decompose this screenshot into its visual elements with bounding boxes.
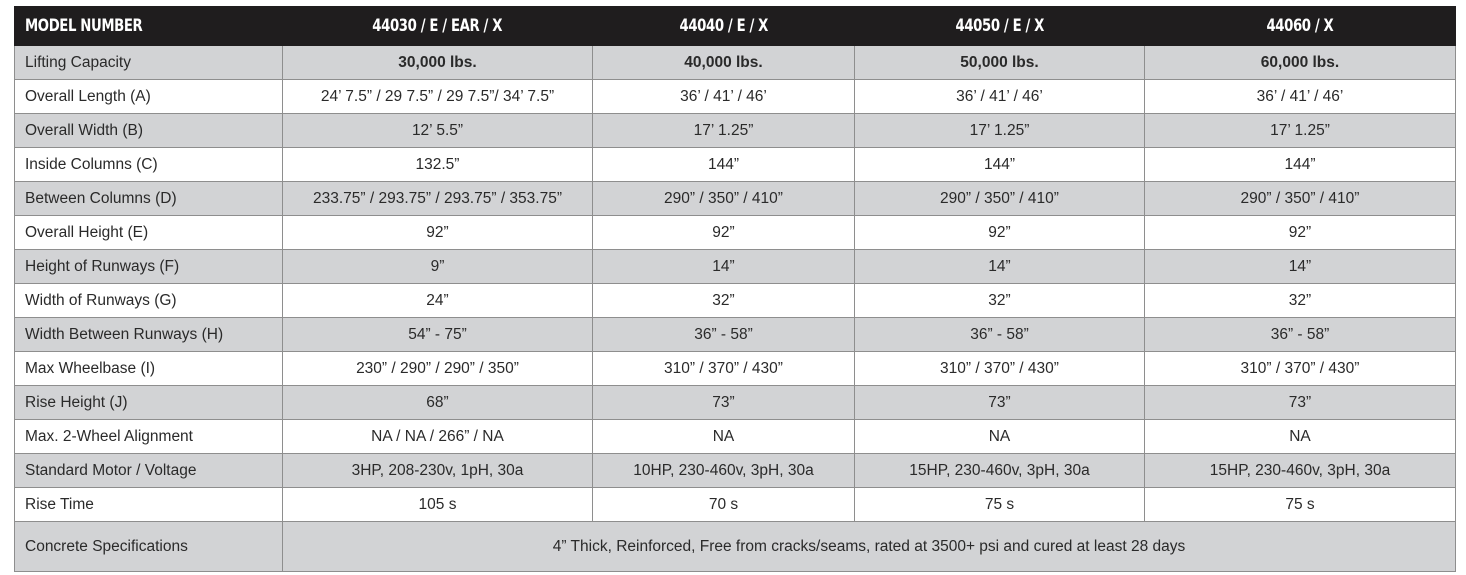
table-row [15, 420, 1456, 454]
row-label: Max. 2-Wheel Alignment [15, 420, 283, 454]
header-model [855, 7, 1145, 46]
cell: 50,000 lbs. [855, 46, 1145, 80]
table-row [15, 114, 1456, 148]
cell: 32” [593, 284, 855, 318]
cell: 73” [593, 386, 855, 420]
cell: 14” [593, 250, 855, 284]
cell: 12’ 5.5” [283, 114, 593, 148]
header-label: MODEL NUMBER [25, 16, 143, 36]
cell: 15HP, 230-460v, 3pH, 30a [1145, 454, 1456, 488]
cell: 290” / 350” / 410” [1145, 182, 1456, 216]
row-label: Overall Width (B) [15, 114, 283, 148]
cell: 10HP, 230-460v, 3pH, 30a [593, 454, 855, 488]
cell: 75 s [855, 488, 1145, 522]
cell: 36’ / 41’ / 46’ [593, 80, 855, 114]
cell: 144” [855, 148, 1145, 182]
table-row [15, 454, 1456, 488]
cell: 14” [1145, 250, 1456, 284]
model-44040: 44040 / E / X [679, 16, 768, 36]
cell: 30,000 lbs. [283, 46, 593, 80]
concrete-spec-cell: 4” Thick, Reinforced, Free from cracks/seams, rated at 3500+ psi and cured at least 28 days [283, 522, 1456, 572]
cell: NA / NA / 266” / NA [283, 420, 593, 454]
cell: 68” [283, 386, 593, 420]
cell: 36’ / 41’ / 46’ [1145, 80, 1456, 114]
table-row [15, 318, 1456, 352]
cell: 132.5” [283, 148, 593, 182]
table-row [15, 352, 1456, 386]
table-row [15, 46, 1456, 80]
cell: 92” [1145, 216, 1456, 250]
header-model [593, 7, 855, 46]
cell: 92” [855, 216, 1145, 250]
cell: 310” / 370” / 430” [1145, 352, 1456, 386]
cell: 290” / 350” / 410” [593, 182, 855, 216]
cell: 60,000 lbs. [1145, 46, 1456, 80]
table-row [15, 182, 1456, 216]
cell: NA [1145, 420, 1456, 454]
cell: 233.75” / 293.75” / 293.75” / 353.75” [283, 182, 593, 216]
table-row [15, 488, 1456, 522]
concrete-row [15, 522, 1456, 572]
row-label: Width Between Runways (H) [15, 318, 283, 352]
cell: 230” / 290” / 290” / 350” [283, 352, 593, 386]
row-label: Overall Height (E) [15, 216, 283, 250]
cell: 3HP, 208-230v, 1pH, 30a [283, 454, 593, 488]
cell: 144” [593, 148, 855, 182]
cell: 105 s [283, 488, 593, 522]
cell: 36” - 58” [593, 318, 855, 352]
model-44060: 44060 / X [1266, 16, 1334, 36]
table-row [15, 216, 1456, 250]
header-model-number [15, 7, 283, 46]
cell: 310” / 370” / 430” [593, 352, 855, 386]
spec-table [14, 6, 1456, 572]
table-row [15, 250, 1456, 284]
header-row [15, 7, 1456, 46]
cell: 9” [283, 250, 593, 284]
cell: NA [855, 420, 1145, 454]
cell: 40,000 lbs. [593, 46, 855, 80]
cell: 17’ 1.25” [593, 114, 855, 148]
cell: 36” - 58” [1145, 318, 1456, 352]
cell: 17’ 1.25” [1145, 114, 1456, 148]
header-model [283, 7, 593, 46]
cell: 92” [593, 216, 855, 250]
row-label: Concrete Specifications [15, 522, 283, 572]
row-label: Height of Runways (F) [15, 250, 283, 284]
cell: 36” - 58” [855, 318, 1145, 352]
cell: 73” [855, 386, 1145, 420]
cell: NA [593, 420, 855, 454]
cell: 24” [283, 284, 593, 318]
cell: 75 s [1145, 488, 1456, 522]
row-label: Inside Columns (C) [15, 148, 283, 182]
cell: 310” / 370” / 430” [855, 352, 1145, 386]
cell: 92” [283, 216, 593, 250]
cell: 17’ 1.25” [855, 114, 1145, 148]
cell: 15HP, 230-460v, 3pH, 30a [855, 454, 1145, 488]
cell: 54” - 75” [283, 318, 593, 352]
cell: 24’ 7.5” / 29 7.5” / 29 7.5”/ 34’ 7.5” [283, 80, 593, 114]
cell: 144” [1145, 148, 1456, 182]
cell: 70 s [593, 488, 855, 522]
row-label: Rise Time [15, 488, 283, 522]
table-row [15, 284, 1456, 318]
table-row [15, 148, 1456, 182]
cell: 73” [1145, 386, 1456, 420]
table-row [15, 386, 1456, 420]
header-model [1145, 7, 1456, 46]
row-label: Between Columns (D) [15, 182, 283, 216]
cell: 32” [855, 284, 1145, 318]
row-label: Lifting Capacity [15, 46, 283, 80]
cell: 290” / 350” / 410” [855, 182, 1145, 216]
row-label: Standard Motor / Voltage [15, 454, 283, 488]
row-label: Max Wheelbase (I) [15, 352, 283, 386]
table-row [15, 80, 1456, 114]
cell: 14” [855, 250, 1145, 284]
model-44030: 44030 / E / EAR / X [372, 16, 503, 36]
model-44050: 44050 / E / X [955, 16, 1044, 36]
row-label: Overall Length (A) [15, 80, 283, 114]
row-label: Rise Height (J) [15, 386, 283, 420]
cell: 32” [1145, 284, 1456, 318]
row-label: Width of Runways (G) [15, 284, 283, 318]
cell: 36’ / 41’ / 46’ [855, 80, 1145, 114]
